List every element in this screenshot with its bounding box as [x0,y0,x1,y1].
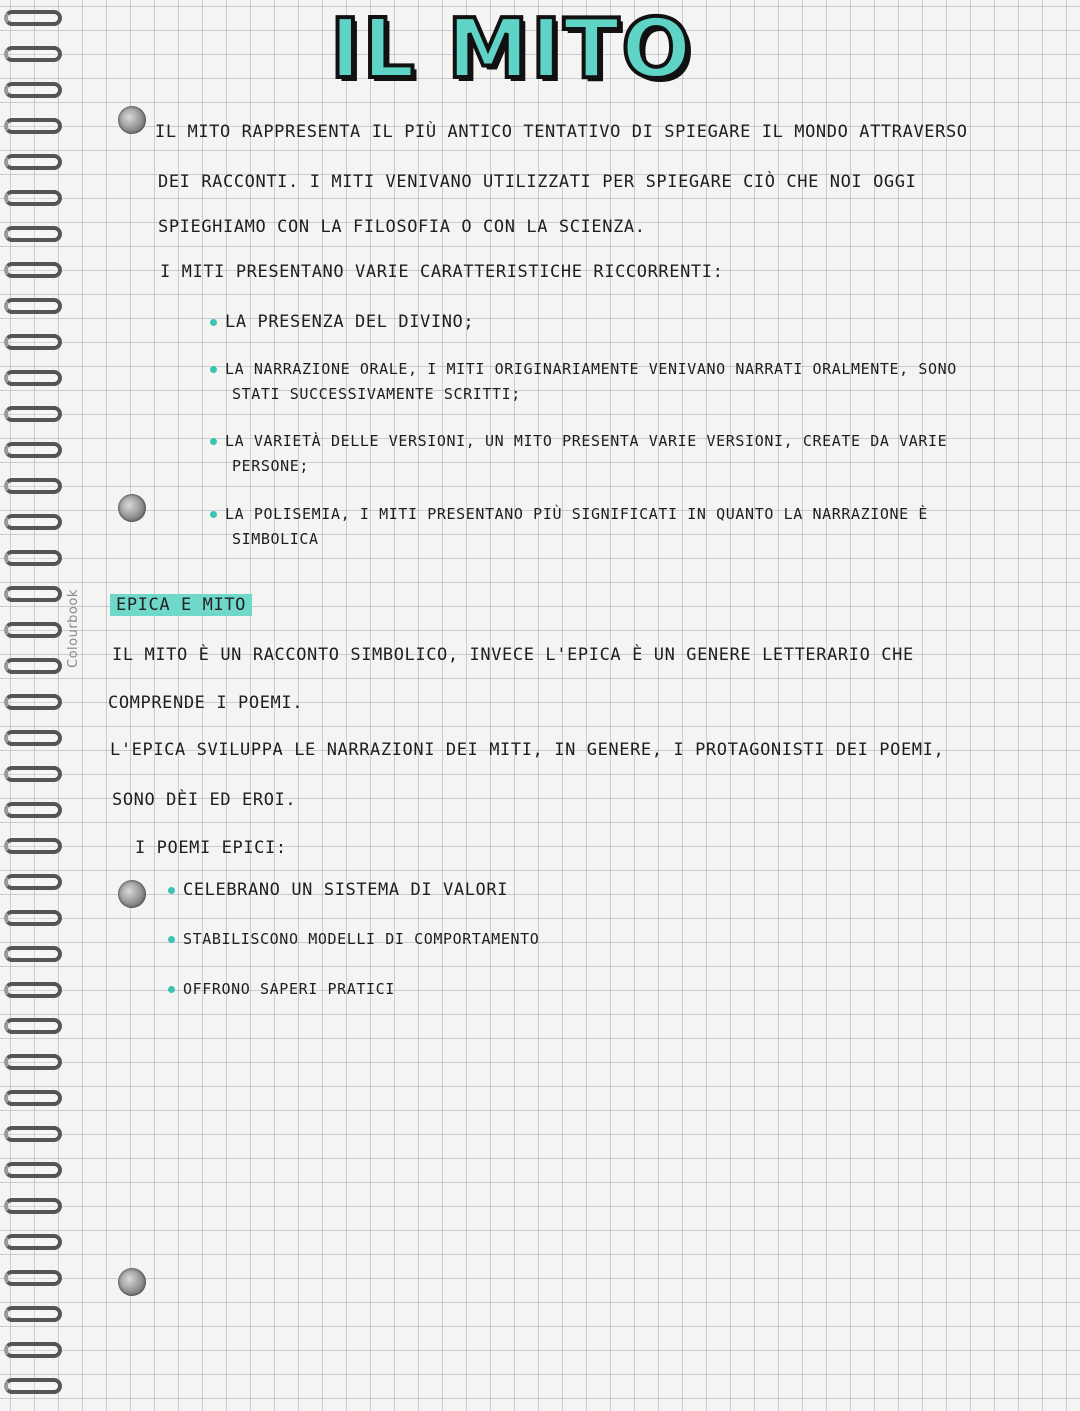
feature-text: LA PRESENZA DEL DIVINO; [225,312,475,332]
bullet-icon [168,986,175,993]
punch-hole [118,880,146,908]
bullet-icon [168,887,175,894]
spiral-ring [4,658,62,674]
spiral-ring [4,154,62,170]
spiral-ring [4,1342,62,1358]
spiral-ring [4,1126,62,1142]
section-heading: EPICA E MITO [110,594,252,616]
bullet-icon [210,511,217,518]
spiral-ring [4,946,62,962]
spiral-ring [4,838,62,854]
intro-line-2: DEI RACCONTI. I MITI VENIVANO UTILIZZATI PER SPIEGARE CIÒ CHE NOI OGGI [158,172,917,192]
epic-role-text: STABILISCONO MODELLI DI COMPORTAMENTO [183,930,540,948]
epic-role-text: CELEBRANO UN SISTEMA DI VALORI [183,880,509,900]
epic-role-text: OFFRONO SAPERI PRATICI [183,980,395,998]
feature-item-versions [210,432,947,450]
page-title: IL MITO [330,2,694,97]
intro-line-4: I MITI PRESENTANO VARIE CARATTERISTICHE RICCORRENTI: [160,262,724,282]
spiral-ring [4,982,62,998]
spiral-ring [4,406,62,422]
spiral-ring [4,10,62,26]
epic-line-2: COMPRENDE I POEMI. [108,693,304,713]
spiral-ring [4,334,62,350]
feature-text: LA VARIETÀ DELLE VERSIONI, UN MITO PRESENTA VARIE VERSIONI, CREATE DA VARIE [225,432,948,450]
spiral-ring [4,1018,62,1034]
spiral-ring [4,262,62,278]
spiral-ring [4,586,62,602]
punch-hole [118,106,146,134]
spiral-ring [4,694,62,710]
spiral-ring [4,442,62,458]
bullet-icon [210,366,217,373]
spiral-ring [4,82,62,98]
epic-line-5: I POEMI EPICI: [135,838,287,858]
notebook-spiral-binding [0,0,72,1411]
spiral-ring [4,1270,62,1286]
punch-hole [118,1268,146,1296]
spiral-ring [4,1378,62,1394]
epic-line-1: IL MITO È UN RACCONTO SIMBOLICO, INVECE L'EPICA È UN GENERE LETTERARIO CHE [112,645,914,665]
spiral-ring [4,1162,62,1178]
spiral-ring [4,46,62,62]
feature-item-oral-cont: STATI SUCCESSIVAMENTE SCRITTI; [232,385,521,403]
spiral-ring [4,874,62,890]
feature-item-divine [210,312,474,332]
spiral-ring [4,370,62,386]
spiral-ring [4,550,62,566]
notebook-brand: Colourbook [66,589,81,668]
feature-text: LA NARRAZIONE ORALE, I MITI ORIGINARIAMENTE VENIVANO NARRATI ORALMENTE, SONO [225,360,957,378]
feature-item-polysemy-cont: SIMBOLICA [232,530,319,548]
spiral-ring [4,1198,62,1214]
spiral-ring [4,730,62,746]
spiral-ring [4,118,62,134]
epic-role-item [168,930,539,948]
spiral-ring [4,1234,62,1250]
spiral-ring [4,910,62,926]
feature-item-polysemy [210,505,928,523]
bullet-icon [210,319,217,326]
spiral-ring [4,766,62,782]
spiral-ring [4,478,62,494]
intro-line-3: SPIEGHIAMO CON LA FILOSOFIA O CON LA SCIENZA. [158,217,646,237]
epic-line-4: SONO DÈI ED EROI. [112,790,297,810]
bullet-icon [168,936,175,943]
epic-role-item [168,880,508,900]
feature-item-versions-cont: PERSONE; [232,457,310,475]
spiral-ring [4,298,62,314]
feature-text: LA POLISEMIA, I MITI PRESENTANO PIÙ SIGNIFICATI IN QUANTO LA NARRAZIONE È [225,505,929,523]
spiral-ring [4,190,62,206]
spiral-ring [4,1090,62,1106]
punch-hole [118,494,146,522]
spiral-ring [4,514,62,530]
spiral-ring [4,622,62,638]
epic-role-item [168,980,395,998]
epic-line-3: L'EPICA SVILUPPA LE NARRAZIONI DEI MITI, IN GENERE, I PROTAGONISTI DEI POEMI, [110,740,945,760]
spiral-ring [4,802,62,818]
intro-line-1: IL MITO RAPPRESENTA IL PIÙ ANTICO TENTATIVO DI SPIEGARE IL MONDO ATTRAVERSO [155,122,968,142]
spiral-ring [4,1054,62,1070]
feature-item-oral [210,360,957,378]
spiral-ring [4,1306,62,1322]
bullet-icon [210,438,217,445]
spiral-ring [4,226,62,242]
